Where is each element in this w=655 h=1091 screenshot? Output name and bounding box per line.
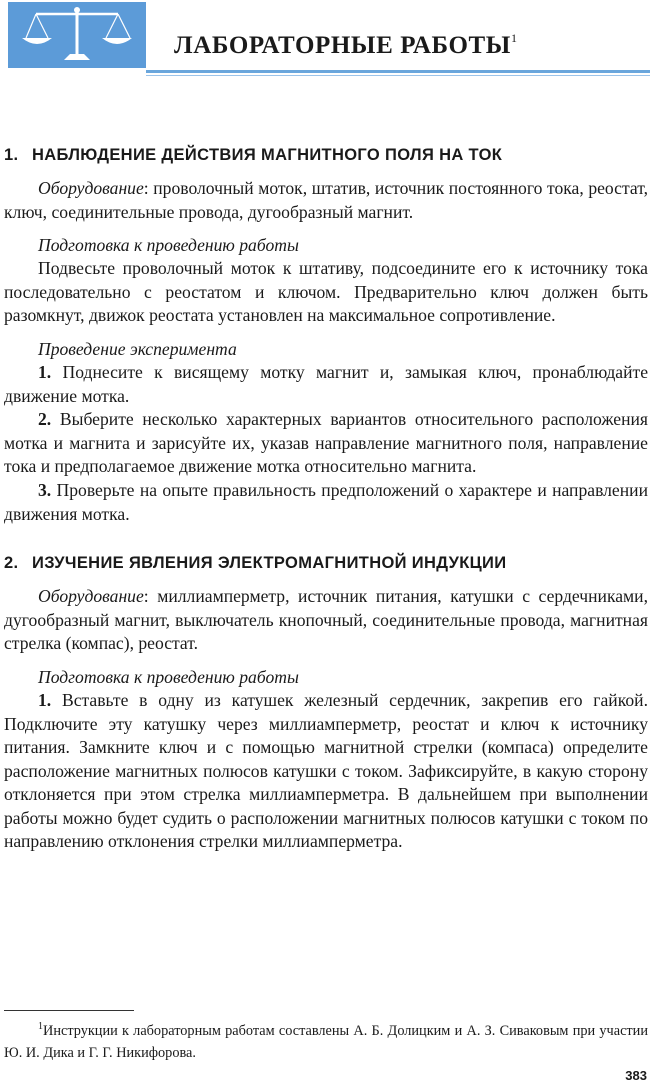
equipment-text: : миллиамперметр, источник питания, катушки с сердечниками, дугообразный магнит, выключатель кнопочный, соединительные провода, магнитная стрелка (компас), реостат. xyxy=(4,586,648,654)
section-2-number: 2. xyxy=(4,554,19,573)
section-1-equipment xyxy=(4,177,648,224)
footnote-text: Инструкции к лабораторным работам составлены А. Б. Долицким и А. З. Сиваковым при участии Ю. И. Дика и Г. Г. Никифорова. xyxy=(4,1022,648,1061)
title-footnote-mark: 1 xyxy=(510,30,518,45)
section-1-prep-title: Подготовка к проведению работы xyxy=(38,235,299,256)
step-number: 3. xyxy=(38,479,52,500)
step-number: 1. xyxy=(38,361,52,382)
section-2-equipment xyxy=(4,585,648,656)
page-number: 383 xyxy=(625,1068,647,1083)
equipment-text: : проволочный моток, штатив, источник постоянного тока, реостат, ключ, соединительные провода, дугообразный магнит. xyxy=(4,178,648,222)
section-logo xyxy=(8,2,146,68)
footnote-mark: 1 xyxy=(38,1021,43,1032)
header-rule xyxy=(146,70,650,73)
section-1-prep-text: Подвесьте проволочный моток к штативу, подсоедините его к источнику тока последовательно с реостатом и ключом. Предварительно ключ должен быть разомкнут, движок реостата установлен на максимальное сопротивление. xyxy=(4,258,648,326)
section-1-step-1 xyxy=(4,361,648,408)
page-content xyxy=(4,142,648,854)
step-text: Выберите несколько характерных вариантов относительного расположения мотка и магнита и зарисуйте их, указав направление магнитного поля, направление тока и предполагаемое движение мотка относительно магнита. xyxy=(4,409,648,477)
page-title xyxy=(174,32,518,60)
section-2-step-1 xyxy=(4,689,648,854)
step-number: 2. xyxy=(38,409,52,430)
equipment-label: Оборудование xyxy=(38,586,144,607)
header-rule-thin xyxy=(146,75,650,76)
footnote xyxy=(4,1016,648,1064)
section-1-title-text: НАБЛЮДЕНИЕ ДЕЙСТВИЯ МАГНИТНОГО ПОЛЯ НА ТОК xyxy=(32,146,503,164)
section-1-title xyxy=(4,142,648,168)
section-2-title xyxy=(4,550,648,576)
section-1-step-2 xyxy=(4,408,648,479)
step-text: Вставьте в одну из катушек железный сердечник, закрепив его гайкой. Подключите эту катушку через миллиамперметр, реостат и ключ к источнику питания. Замкните ключ и с помощью магнитной стрелки (компаса) определите расположение магнитных полюсов катушки с током. Зафиксируйте, в какую сторону отклоняется при этом стрелка миллиамперметра. В дальнейшем при выполнении работы можно будет судить о расположении магнитных полюсов катушки с током по направлению отклонения стрелки миллиамперметра. xyxy=(4,689,648,852)
section-2-prep-title: Подготовка к проведению работы xyxy=(38,666,299,687)
section-1-number: 1. xyxy=(4,146,19,164)
section-1-experiment-title: Проведение эксперимента xyxy=(38,338,237,359)
step-number: 1. xyxy=(38,689,52,710)
step-text: Поднесите к висящему мотку магнит и, замыкая ключ, пронаблюдайте движение мотка. xyxy=(4,361,648,406)
balance-scale-icon xyxy=(8,2,146,68)
equipment-label: Оборудование xyxy=(38,178,144,198)
step-text: Проверьте на опыте правильность предположений о характере и направлении движения мотка. xyxy=(4,479,648,524)
footnote-rule xyxy=(4,1010,134,1011)
section-2-title-text: ИЗУЧЕНИЕ ЯВЛЕНИЯ ЭЛЕКТРОМАГНИТНОЙ ИНДУКЦИИ xyxy=(32,554,507,573)
page-header xyxy=(0,0,655,80)
page-title-text: ЛАБОРАТОРНЫЕ РАБОТЫ xyxy=(174,32,511,59)
section-1-step-3 xyxy=(4,479,648,526)
